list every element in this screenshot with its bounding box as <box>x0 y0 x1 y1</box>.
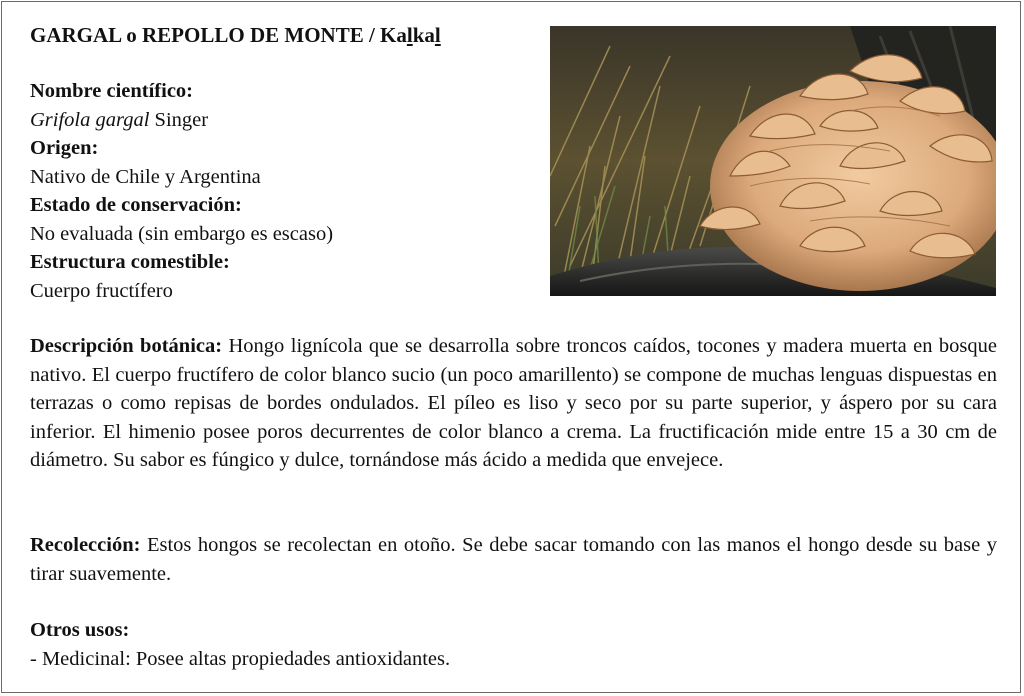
nombre-value <box>30 106 333 135</box>
estado-label: Estado de conservación: <box>30 194 242 216</box>
estructura-label: Estructura comestible: <box>30 251 230 273</box>
origen-label: Origen: <box>30 137 99 159</box>
page-title <box>30 22 441 48</box>
descripcion-paragraph <box>30 332 997 475</box>
descripcion-text: Hongo lignícola que se desarrolla sobre troncos caídos, tocones y madera muerta en bosque nativo. El cuerpo fructífero de color blanco sucio (un poco amarillento) se compone de muchas lenguas dispuestas en terrazas o como repisas de bordes ondulados. El píleo es liso y seco por su parte superior, y áspero por su cara inferior. El himenio posee poros decurrentes de color blanco a crema. La fructificación mide entre 15 a 30 cm de diámetro. Su sabor es fúngico y dulce, tornándose más ácido a medida que envejece. <box>30 335 997 471</box>
nombre-label: Nombre científico: <box>30 80 193 102</box>
otros-usos-label: Otros usos: <box>30 619 130 641</box>
origen-value: Nativo de Chile y Argentina <box>30 165 261 188</box>
title-underlined-l2: l <box>434 23 441 47</box>
title-main: GARGAL o REPOLLO DE MONTE / Ka <box>30 23 407 47</box>
recoleccion-label: Recolección: <box>30 534 141 556</box>
info-block <box>30 77 333 305</box>
otros-usos-section <box>30 616 997 673</box>
title-mid: ka <box>412 23 435 47</box>
nombre-author: Singer <box>149 108 209 131</box>
estructura-value: Cuerpo fructífero <box>30 279 173 302</box>
mushroom-photo <box>550 26 996 296</box>
recoleccion-paragraph <box>30 531 997 588</box>
otros-usos-item: - Medicinal: Posee altas propiedades antioxidantes. <box>30 647 451 670</box>
estado-value: No evaluada (sin embargo es escaso) <box>30 222 334 245</box>
descripcion-label: Descripción botánica: <box>30 335 223 357</box>
recoleccion-text: Estos hongos se recolectan en otoño. Se debe sacar tomando con las manos el hongo desde su base y tirar suavemente. <box>30 534 997 585</box>
title-underlined-l1: l <box>406 23 413 47</box>
nombre-genus: Grifola gargal <box>30 108 150 131</box>
